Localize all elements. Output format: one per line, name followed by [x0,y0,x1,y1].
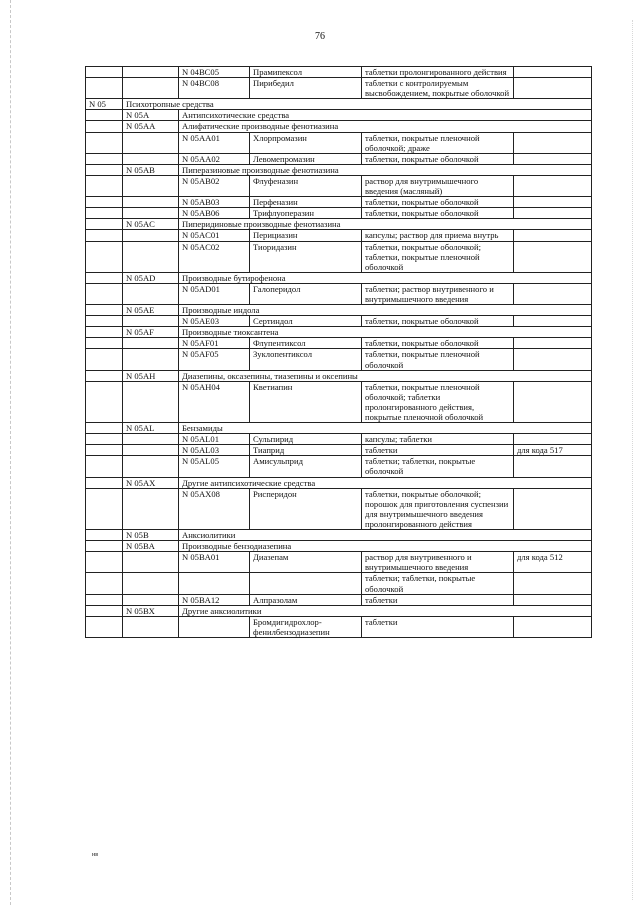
group-title-cell: Анксиолитики [179,530,592,541]
group-code-cell [123,434,179,445]
section-code-cell [86,573,123,594]
note-cell [514,132,592,153]
drug-name-cell: Перфеназин [250,197,362,208]
group-code-cell [123,349,179,370]
table-row [86,241,592,272]
drug-name-cell: Флуфеназин [250,175,362,196]
dosage-form-cell: таблетки, покрытые пленочной оболочкой [362,349,514,370]
group-code-cell [123,132,179,153]
section-code-cell [86,605,123,616]
group-code-cell [123,594,179,605]
group-code-cell [123,230,179,241]
dosage-form-cell: таблетки, покрытые пленочной оболочкой; таблетки пролонгированного действия, покрытые пленочной оболочкой [362,381,514,422]
section-code-cell: N 05 [86,99,123,110]
section-code-cell [86,110,123,121]
section-code-cell [86,370,123,381]
note-cell [514,616,592,637]
drug-name-cell: Хлорпромазин [250,132,362,153]
table-group-row [86,530,592,541]
drug-name-cell: Перициазин [250,230,362,241]
group-code-cell [123,283,179,304]
medication-table [85,66,592,638]
section-code-cell [86,219,123,230]
group-code-cell: N 05AD [123,272,179,283]
note-cell: для кода 512 [514,552,592,573]
table-group-row [86,541,592,552]
dosage-form-cell: раствор для внутримышечного введения (масляный) [362,175,514,196]
dosage-form-cell: таблетки пролонгированного действия [362,67,514,78]
atc-code-cell: N 05AD01 [179,283,250,304]
table-group-row [86,219,592,230]
atc-code-cell: N 05AF05 [179,349,250,370]
page-number: 76 [315,31,325,42]
dosage-form-cell: таблетки; таблетки, покрытые оболочкой [362,456,514,477]
table-row [86,153,592,164]
group-title-cell: Пиперазиновые производные фенотиазина [179,164,592,175]
section-code-cell [86,552,123,573]
atc-code-cell: N 05AA02 [179,153,250,164]
section-code-cell [86,316,123,327]
group-code-cell [123,573,179,594]
table-group-row [86,370,592,381]
table-row [86,197,592,208]
section-code-cell [86,434,123,445]
group-code-cell: N 05B [123,530,179,541]
note-cell [514,78,592,99]
section-code-cell [86,477,123,488]
table-row [86,445,592,456]
group-code-cell [123,488,179,529]
table-row [86,78,592,99]
note-cell [514,241,592,272]
group-code-cell [123,153,179,164]
table-row [86,208,592,219]
section-code-cell [86,381,123,422]
group-title-cell: Другие анксиолитики [179,605,592,616]
note-cell [514,456,592,477]
note-cell [514,316,592,327]
table-row [86,283,592,304]
group-code-cell: N 05AX [123,477,179,488]
group-code-cell [123,197,179,208]
note-cell: для кода 517 [514,445,592,456]
group-code-cell: N 05AE [123,305,179,316]
dosage-form-cell: таблетки [362,616,514,637]
table-body [86,67,592,638]
atc-code-cell: N 05AL03 [179,445,250,456]
atc-code-cell: N 05AH04 [179,381,250,422]
group-code-cell [123,338,179,349]
section-code-cell [86,197,123,208]
table-group-row [86,110,592,121]
group-code-cell [123,316,179,327]
note-cell [514,381,592,422]
table-row [86,573,592,594]
drug-name-cell: Левомепромазин [250,153,362,164]
group-title-cell: Производные тиоксантена [179,327,592,338]
atc-code-cell: N 05AL05 [179,456,250,477]
section-code-cell [86,456,123,477]
drug-name-cell: Галоперидол [250,283,362,304]
table-row [86,230,592,241]
drug-name-cell: Диазепам [250,552,362,573]
drug-name-cell: Тиаприд [250,445,362,456]
group-code-cell: N 05A [123,110,179,121]
group-title-cell: Производные индола [179,305,592,316]
drug-name-cell: Рисперидон [250,488,362,529]
table-row [86,338,592,349]
group-title-cell: Алифатические производные фенотиазина [179,121,592,132]
group-code-cell [123,381,179,422]
group-title-cell: Диазепины, оксазепины, тиазепины и оксепины [179,370,592,381]
group-title-cell: Антипсихотические средства [179,110,592,121]
section-code-cell [86,305,123,316]
drug-name-cell: Тиоридазин [250,241,362,272]
group-code-cell [123,616,179,637]
note-cell [514,153,592,164]
dosage-form-cell: капсулы; раствор для приема внутрь [362,230,514,241]
dosage-form-cell: таблетки [362,594,514,605]
group-code-cell: N 05AF [123,327,179,338]
dosage-form-cell: таблетки, покрытые оболочкой [362,208,514,219]
dosage-form-cell: таблетки, покрытые оболочкой; таблетки, покрытые пленочной оболочкой [362,241,514,272]
drug-name-cell: Сульпирид [250,434,362,445]
note-cell [514,434,592,445]
section-code-cell [86,78,123,99]
dosage-form-cell: таблетки [362,445,514,456]
footer-mark: нв [92,852,99,858]
group-code-cell [123,552,179,573]
section-code-cell [86,67,123,78]
atc-code-cell: N 05AB02 [179,175,250,196]
atc-code-cell [179,573,250,594]
atc-code-cell: N 05AL01 [179,434,250,445]
section-code-cell [86,445,123,456]
group-code-cell [123,456,179,477]
atc-code-cell [179,616,250,637]
group-code-cell: N 05AL [123,423,179,434]
table-row [86,381,592,422]
section-code-cell [86,132,123,153]
note-cell [514,67,592,78]
note-cell [514,197,592,208]
table-group-row [86,327,592,338]
table-group-row [86,423,592,434]
table-group-row [86,99,592,110]
section-code-cell [86,175,123,196]
atc-code-cell: N 05AE03 [179,316,250,327]
section-code-cell [86,423,123,434]
section-code-cell [86,541,123,552]
table-row [86,456,592,477]
table-row [86,175,592,196]
table-row [86,488,592,529]
section-code-cell [86,488,123,529]
group-code-cell [123,67,179,78]
dosage-form-cell: таблетки, покрытые оболочкой [362,316,514,327]
note-cell [514,208,592,219]
section-code-cell [86,530,123,541]
dosage-form-cell: раствор для внутривенного и внутримышечного введения [362,552,514,573]
atc-code-cell: N 05AA01 [179,132,250,153]
table-row [86,434,592,445]
atc-code-cell: N 05AC01 [179,230,250,241]
note-cell [514,573,592,594]
drug-name-cell: Зуклопентиксол [250,349,362,370]
group-title-cell: Производные бензодиазепина [179,541,592,552]
table-row [86,349,592,370]
table-row [86,616,592,637]
section-code-cell [86,241,123,272]
group-title-cell: Производные бутирофенона [179,272,592,283]
group-code-cell [123,241,179,272]
table-row [86,132,592,153]
group-title-cell: Бензамиды [179,423,592,434]
drug-name-cell [250,573,362,594]
atc-code-cell: N 04BC05 [179,67,250,78]
note-cell [514,175,592,196]
scan-edge-left [10,0,12,905]
group-code-cell [123,208,179,219]
dosage-form-cell: таблетки; раствор внутривенного и внутримышечного введения [362,283,514,304]
dosage-form-cell: таблетки, покрытые оболочкой [362,338,514,349]
dosage-form-cell: таблетки с контролируемым высвобождением, покрытые оболочкой [362,78,514,99]
table-row [86,67,592,78]
atc-code-cell: N 05AF01 [179,338,250,349]
group-title-cell: Психотропные средства [123,99,592,110]
note-cell [514,349,592,370]
section-code-cell [86,349,123,370]
atc-code-cell: N 05BA12 [179,594,250,605]
note-cell [514,338,592,349]
table-row [86,594,592,605]
scan-edge-right [632,20,634,900]
table-group-row [86,305,592,316]
dosage-form-cell: таблетки, покрытые оболочкой; порошок для приготовления суспензии для внутримышечного введения пролонгированного действия [362,488,514,529]
note-cell [514,594,592,605]
drug-name-cell: Кветиапин [250,381,362,422]
note-cell [514,230,592,241]
atc-code-cell: N 05AB06 [179,208,250,219]
dosage-form-cell: капсулы; таблетки [362,434,514,445]
section-code-cell [86,327,123,338]
table-group-row [86,272,592,283]
table-group-row [86,605,592,616]
atc-code-cell: N 05BA01 [179,552,250,573]
dosage-form-cell: таблетки; таблетки, покрытые оболочкой [362,573,514,594]
drug-name-cell: Алпразолам [250,594,362,605]
dosage-form-cell: таблетки, покрытые пленочной оболочкой; драже [362,132,514,153]
section-code-cell [86,338,123,349]
group-title-cell: Другие антипсихотические средства [179,477,592,488]
table-group-row [86,121,592,132]
group-code-cell [123,175,179,196]
group-title-cell: Пиперидиновые производные фенотиазина [179,219,592,230]
group-code-cell: N 05AC [123,219,179,230]
atc-code-cell: N 05AX08 [179,488,250,529]
section-code-cell [86,594,123,605]
table-group-row [86,164,592,175]
group-code-cell: N 05BA [123,541,179,552]
group-code-cell [123,445,179,456]
dosage-form-cell: таблетки, покрытые оболочкой [362,153,514,164]
group-code-cell: N 05AB [123,164,179,175]
section-code-cell [86,121,123,132]
drug-name-cell: Амисульприд [250,456,362,477]
group-code-cell: N 05BX [123,605,179,616]
drug-name-cell: Пирибедил [250,78,362,99]
section-code-cell [86,283,123,304]
group-code-cell: N 05AH [123,370,179,381]
section-code-cell [86,230,123,241]
note-cell [514,488,592,529]
atc-code-cell: N 05AB03 [179,197,250,208]
section-code-cell [86,208,123,219]
group-code-cell: N 05AA [123,121,179,132]
group-code-cell [123,78,179,99]
dosage-form-cell: таблетки, покрытые оболочкой [362,197,514,208]
drug-name-cell: Трифлуоперазин [250,208,362,219]
section-code-cell [86,272,123,283]
section-code-cell [86,153,123,164]
drug-name-cell: Флупентиксол [250,338,362,349]
drug-name-cell: Сертиндол [250,316,362,327]
table-row [86,316,592,327]
note-cell [514,283,592,304]
table-row [86,552,592,573]
drug-name-cell: Бромдигидрохлор-фенилбензодиазепин [250,616,362,637]
drug-name-cell: Прамипексол [250,67,362,78]
section-code-cell [86,164,123,175]
atc-code-cell: N 05AC02 [179,241,250,272]
table-group-row [86,477,592,488]
section-code-cell [86,616,123,637]
atc-code-cell: N 04BC08 [179,78,250,99]
